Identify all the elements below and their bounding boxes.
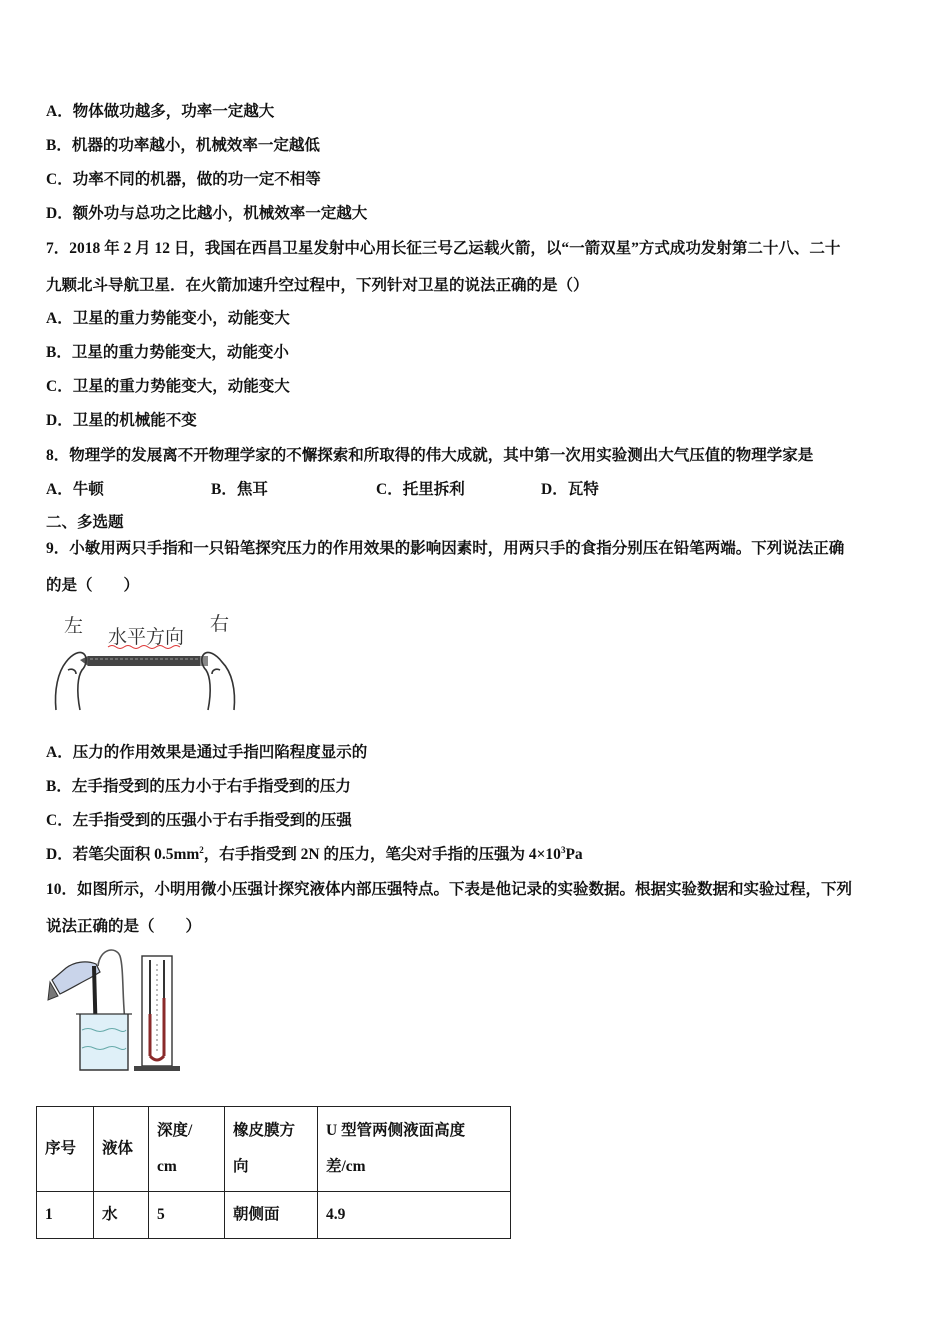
header-depth-line1: 深度/ (157, 1122, 193, 1139)
q9-stem-line1: 9．小敏用两只手指和一只铅笔探究压力的作用效果的影响因素时，用两只手的食指分别压在铅笔两端。下列说法正确 (46, 540, 845, 557)
cell-height-diff: 4.9 (318, 1192, 511, 1239)
q6-option-d: D．额外功与总功之比越小，机械效率一定越大 (46, 205, 368, 222)
header-membrane-line2: 向 (233, 1158, 249, 1175)
q8-option-d: D．瓦特 (541, 481, 599, 498)
pencil-icon (80, 656, 208, 666)
fig-label-left: 左 (64, 615, 84, 637)
section-heading-multi-choice: 二、多选题 (46, 514, 124, 531)
pressure-gauge-figure (46, 944, 186, 1076)
header-height-line1: U 型管两侧液面高度 (326, 1122, 466, 1139)
q9-option-b: B．左手指受到的压力小于右手指受到的压力 (46, 778, 351, 795)
cell-number: 1 (37, 1192, 94, 1239)
header-depth-line2: cm (157, 1158, 177, 1175)
beaker-icon (76, 1014, 132, 1070)
q9-option-d-exponent-1: 2 (199, 844, 204, 855)
q8-option-b: B．焦耳 (211, 481, 268, 498)
q6-option-a: A．物体做功越多，功率一定越大 (46, 103, 275, 120)
header-cell-number: 序号 (37, 1107, 94, 1192)
header-cell-liquid: 液体 (94, 1107, 149, 1192)
q8-option-c: C．托里拆利 (376, 481, 465, 498)
header-height-line2: 差/cm (326, 1158, 366, 1175)
pencil-fingers-figure (50, 610, 240, 720)
q7-stem-line2: 九颗北斗导航卫星．在火箭加速升空过程中，下列针对卫星的说法正确的是（） (46, 277, 589, 294)
fig-label-right: 右 (210, 613, 230, 635)
q9-option-d-text-2: ，右手指受到 2N 的压力，笔尖对手指的压强为 4×10 (203, 846, 561, 863)
q8-stem: 8．物理学的发展离不开物理学家的不懈探索和所取得的伟大成就，其中第一次用实验测出大气压值的物理学家是 (46, 447, 814, 464)
q9-option-d-text-1: D．若笔尖面积 0.5mm (46, 846, 200, 863)
q9-option-d (46, 845, 583, 865)
q7-option-a: A．卫星的重力势能变小，动能变大 (46, 310, 290, 327)
q7-stem-line1: 7．2018 年 2 月 12 日，我国在西昌卫星发射中心用长征三号乙运载火箭，以“一箭双星”方式成功发射第二十八、二十 (46, 240, 841, 257)
q8-options (46, 480, 599, 500)
q6-option-c: C．功率不同的机器，做的功一定不相等 (46, 171, 321, 188)
experiment-data-table (36, 1106, 511, 1239)
q10-stem-line2: 说法正确的是（ ） (46, 918, 202, 935)
q10-stem-line1: 10．如图所示，小明用微小压强计探究液体内部压强特点。下表是他记录的实验数据。根据实验数据和实验过程，下列 (46, 881, 853, 898)
table-header-row (37, 1107, 511, 1192)
q6-option-b: B．机器的功率越小，机械效率一定越低 (46, 137, 320, 154)
q7-option-d: D．卫星的机械能不变 (46, 412, 197, 429)
u-tube-manometer-icon (134, 956, 180, 1071)
q9-stem-line2: 的是（ ） (46, 577, 140, 594)
header-cell-membrane (225, 1107, 318, 1192)
table-row (37, 1192, 511, 1239)
header-cell-depth (149, 1107, 225, 1192)
q9-option-a: A．压力的作用效果是通过手指凹陷程度显示的 (46, 744, 368, 761)
cell-depth: 5 (149, 1192, 225, 1239)
q9-option-c: C．左手指受到的压强小于右手指受到的压强 (46, 812, 352, 829)
q8-option-a: A．牛顿 (46, 481, 104, 498)
fig-label-horizontal: 水平方向 (108, 626, 185, 648)
header-cell-height-diff (318, 1107, 511, 1192)
cell-membrane: 朝侧面 (225, 1192, 318, 1239)
q7-option-b: B．卫星的重力势能变大，动能变小 (46, 344, 289, 361)
q9-option-d-text-3: Pa (565, 846, 583, 863)
q9-option-d-exponent-2: 3 (560, 844, 566, 855)
q7-option-c: C．卫星的重力势能变大，动能变大 (46, 378, 290, 395)
header-membrane-line1: 橡皮膜方 (233, 1122, 296, 1139)
cell-liquid: 水 (94, 1192, 149, 1239)
